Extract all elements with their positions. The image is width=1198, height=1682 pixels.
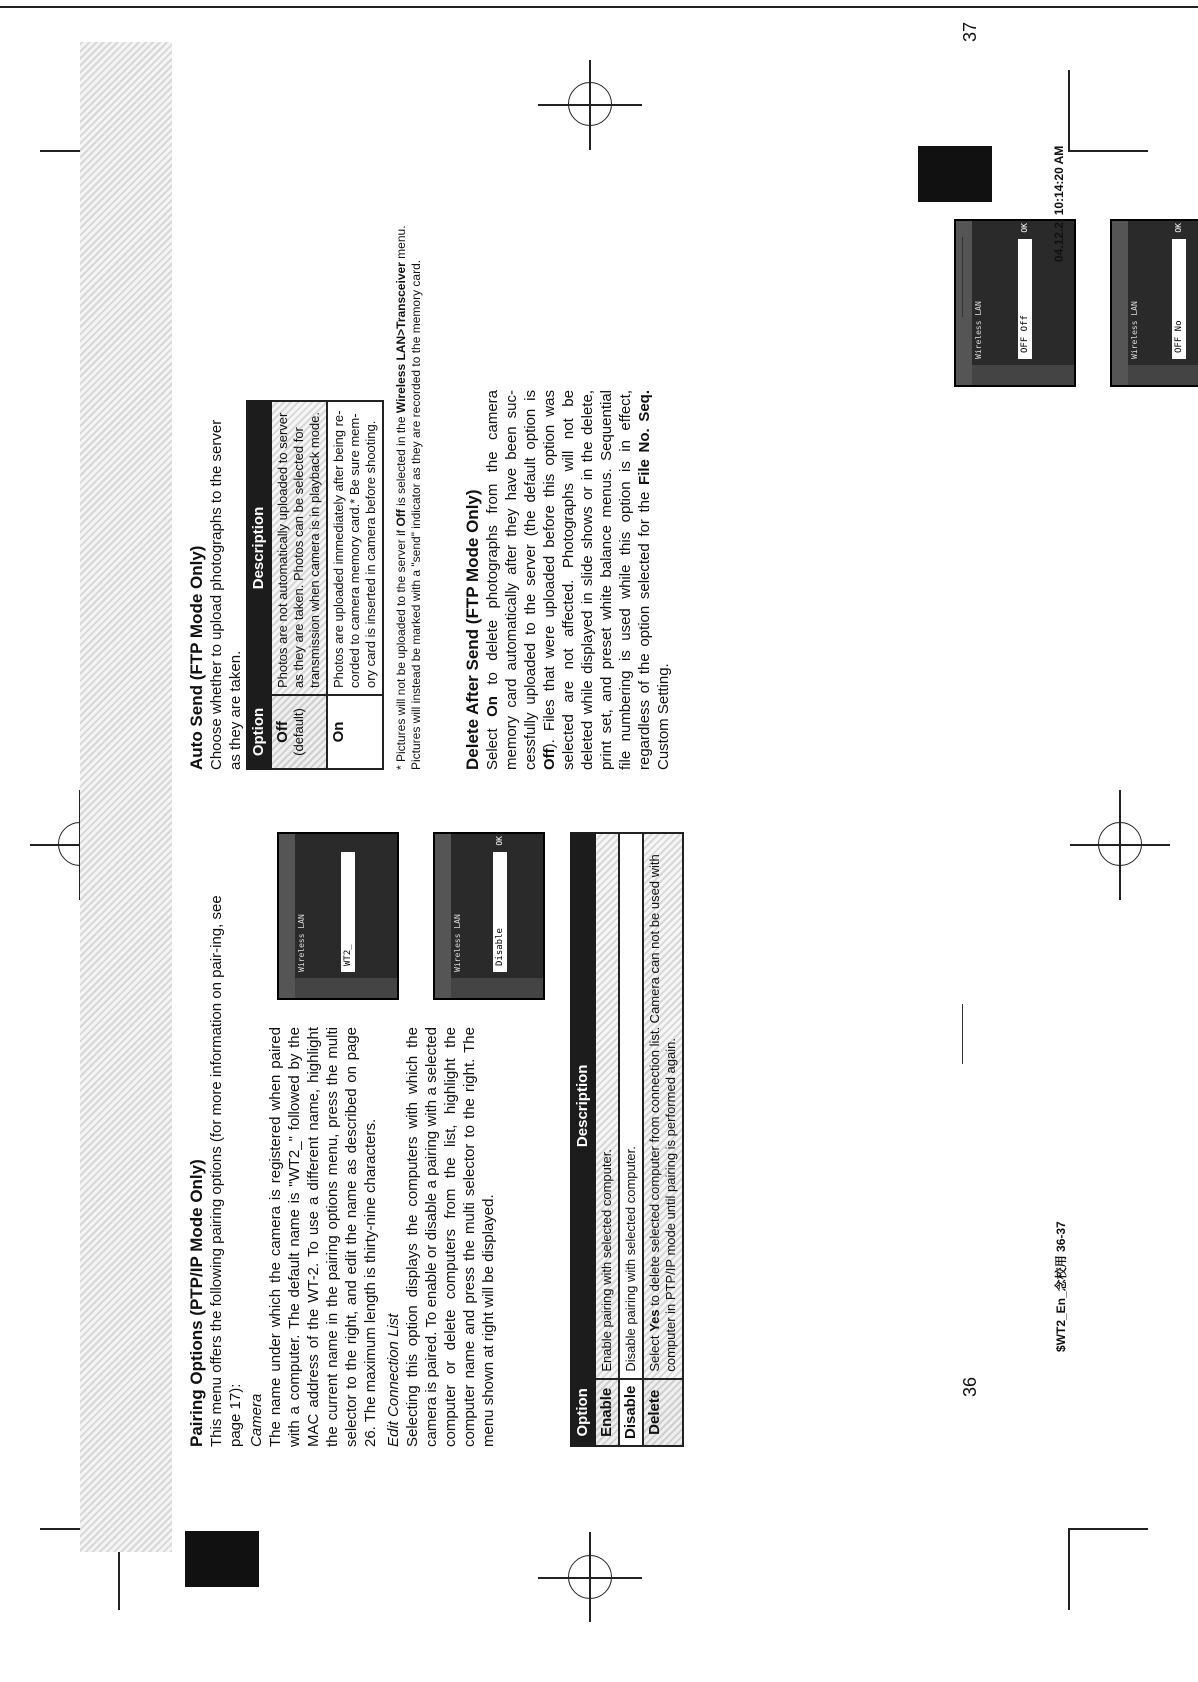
pairing-heading: Pairing Options (PTP/IP Mode Only) [187,1159,206,1447]
desc-cell [643,833,683,1379]
footnote-text: menu. Pictures will instead be marked with a "send" indicator as they are recorded to the memory card. [394,225,423,770]
page-rule [962,1004,963,1064]
thumb-tab-right [918,146,992,202]
camera-name-screen [277,832,399,1000]
desc-cell: Photos are uploaded immediately after being re-corded to camera memory card.* Be sure mem-ory card is inserted in camera before shooting. [327,401,383,695]
option-label: Off [274,721,291,743]
screen-title: Wireless LAN [1130,301,1139,359]
edit-text: Selecting this option displays the computers with which the camera is paired. To enable or disable a pairing with a selected computer or delete computers from the list, highlight the computer name and press the multi selector to the right. The menu shown at right will be displayed. [404,1027,497,1447]
delete-heading: Delete After Send (FTP Mode Only) [463,489,482,770]
desc-cell: Disable pairing with selected computer. [619,833,643,1379]
col-option: Option [571,1379,595,1446]
desc-cell: Enable pairing with selected computer. [595,833,619,1379]
camera-text: The name under which the camera is registered when paired with a computer. The default name is "WT2_" followed by the MAC address of the WT-2. To use a different name, highlight the current name in the pairing options menu, press the multi selector to the right, and edit the name as described on page 26. The maximum length is thirty-nine characters. [267,1027,379,1447]
autosend-heading: Auto Send (FTP Mode Only) [187,545,206,770]
table-row [643,833,683,1446]
screen-field: OFF No [1172,239,1186,359]
screen-ok: OK [1020,223,1029,233]
option-cell: On [327,695,383,769]
delete-text: Select On to delete photographs from the camera memory card automatically after they have been suc-cessfully uploaded to the server (the default option is Off). Files that were uploaded before this option was selected are not affected. Photographs will not be deleted while displayed in slide shows or in the delete, print set, and preset white balance menus. Sequential file numbering is used while this option is in effect, regardless of the option selected for the File No. Seq. Custom Setting. [484,389,672,770]
page-rule [962,237,963,317]
pairing-intro: This menu offers the following pairing options (for more information on pair-ing, see page 17): [208,895,244,1447]
table-row [327,401,383,769]
edit-subheading: Edit Connection List [385,1313,402,1447]
screen-title: Wireless LAN [974,301,983,359]
camera-subheading: Camera [248,1393,265,1447]
print-timestamp: 04.12.2, 10:14:20 AM [1052,145,1066,262]
option-cell: Disable [619,1379,643,1446]
page-number-left: 36 [960,1376,980,1397]
autosend-table [246,400,384,770]
print-slug: $WT2_En_念校用 36-37 [1054,1221,1068,1352]
screen-field: WT2_ [341,852,355,972]
autosend-intro: Choose whether to upload photographs to the server as they are taken. [208,419,244,770]
footnote-text: is selected in the [394,413,408,510]
desc-bold: Yes [647,1309,662,1332]
desc-text: Select [647,1331,662,1372]
right-column [186,410,245,770]
delete-screen [1110,219,1198,387]
option-cell: Delete [643,1379,683,1446]
page-number-right: 37 [960,21,980,42]
desc-text: to delete selected computer from connection list. Camera can not be used with computer in PTP/IP mode until pairing is performed again. [647,854,678,1372]
table-row [619,833,643,1446]
autosend-footnote [394,206,424,770]
delete-section [462,390,673,770]
col-description: Description [571,833,595,1379]
table-row [595,833,619,1446]
desc-cell: Photos are not automatically uploaded to server as they are taken. Photos can be selected for transmission when camera is in playback mode. [271,401,327,695]
col-description: Description [247,401,271,695]
edit-list-screen [433,832,545,1000]
col-option: Option [247,695,271,769]
dotted-band [80,42,172,1552]
screen-ok: OK [1174,223,1183,233]
screen-field: OFF Off [1018,239,1032,359]
footnote-text: * Pictures will not be uploaded to the server if [394,526,408,770]
table-row [271,401,327,769]
screen-ok: OK [495,836,504,846]
footnote-bold: Wireless LAN>Transceiver [394,262,408,414]
screen-title: Wireless LAN [453,914,462,972]
option-default: (default) [291,708,306,756]
screen-field: Disable [493,852,507,972]
screen-title: Wireless LAN [297,914,306,972]
footnote-bold: Off [394,509,408,527]
option-cell [271,695,327,769]
thumb-tab-left [185,1531,259,1587]
pairing-options-table [570,832,684,1447]
option-cell: Enable [595,1379,619,1446]
